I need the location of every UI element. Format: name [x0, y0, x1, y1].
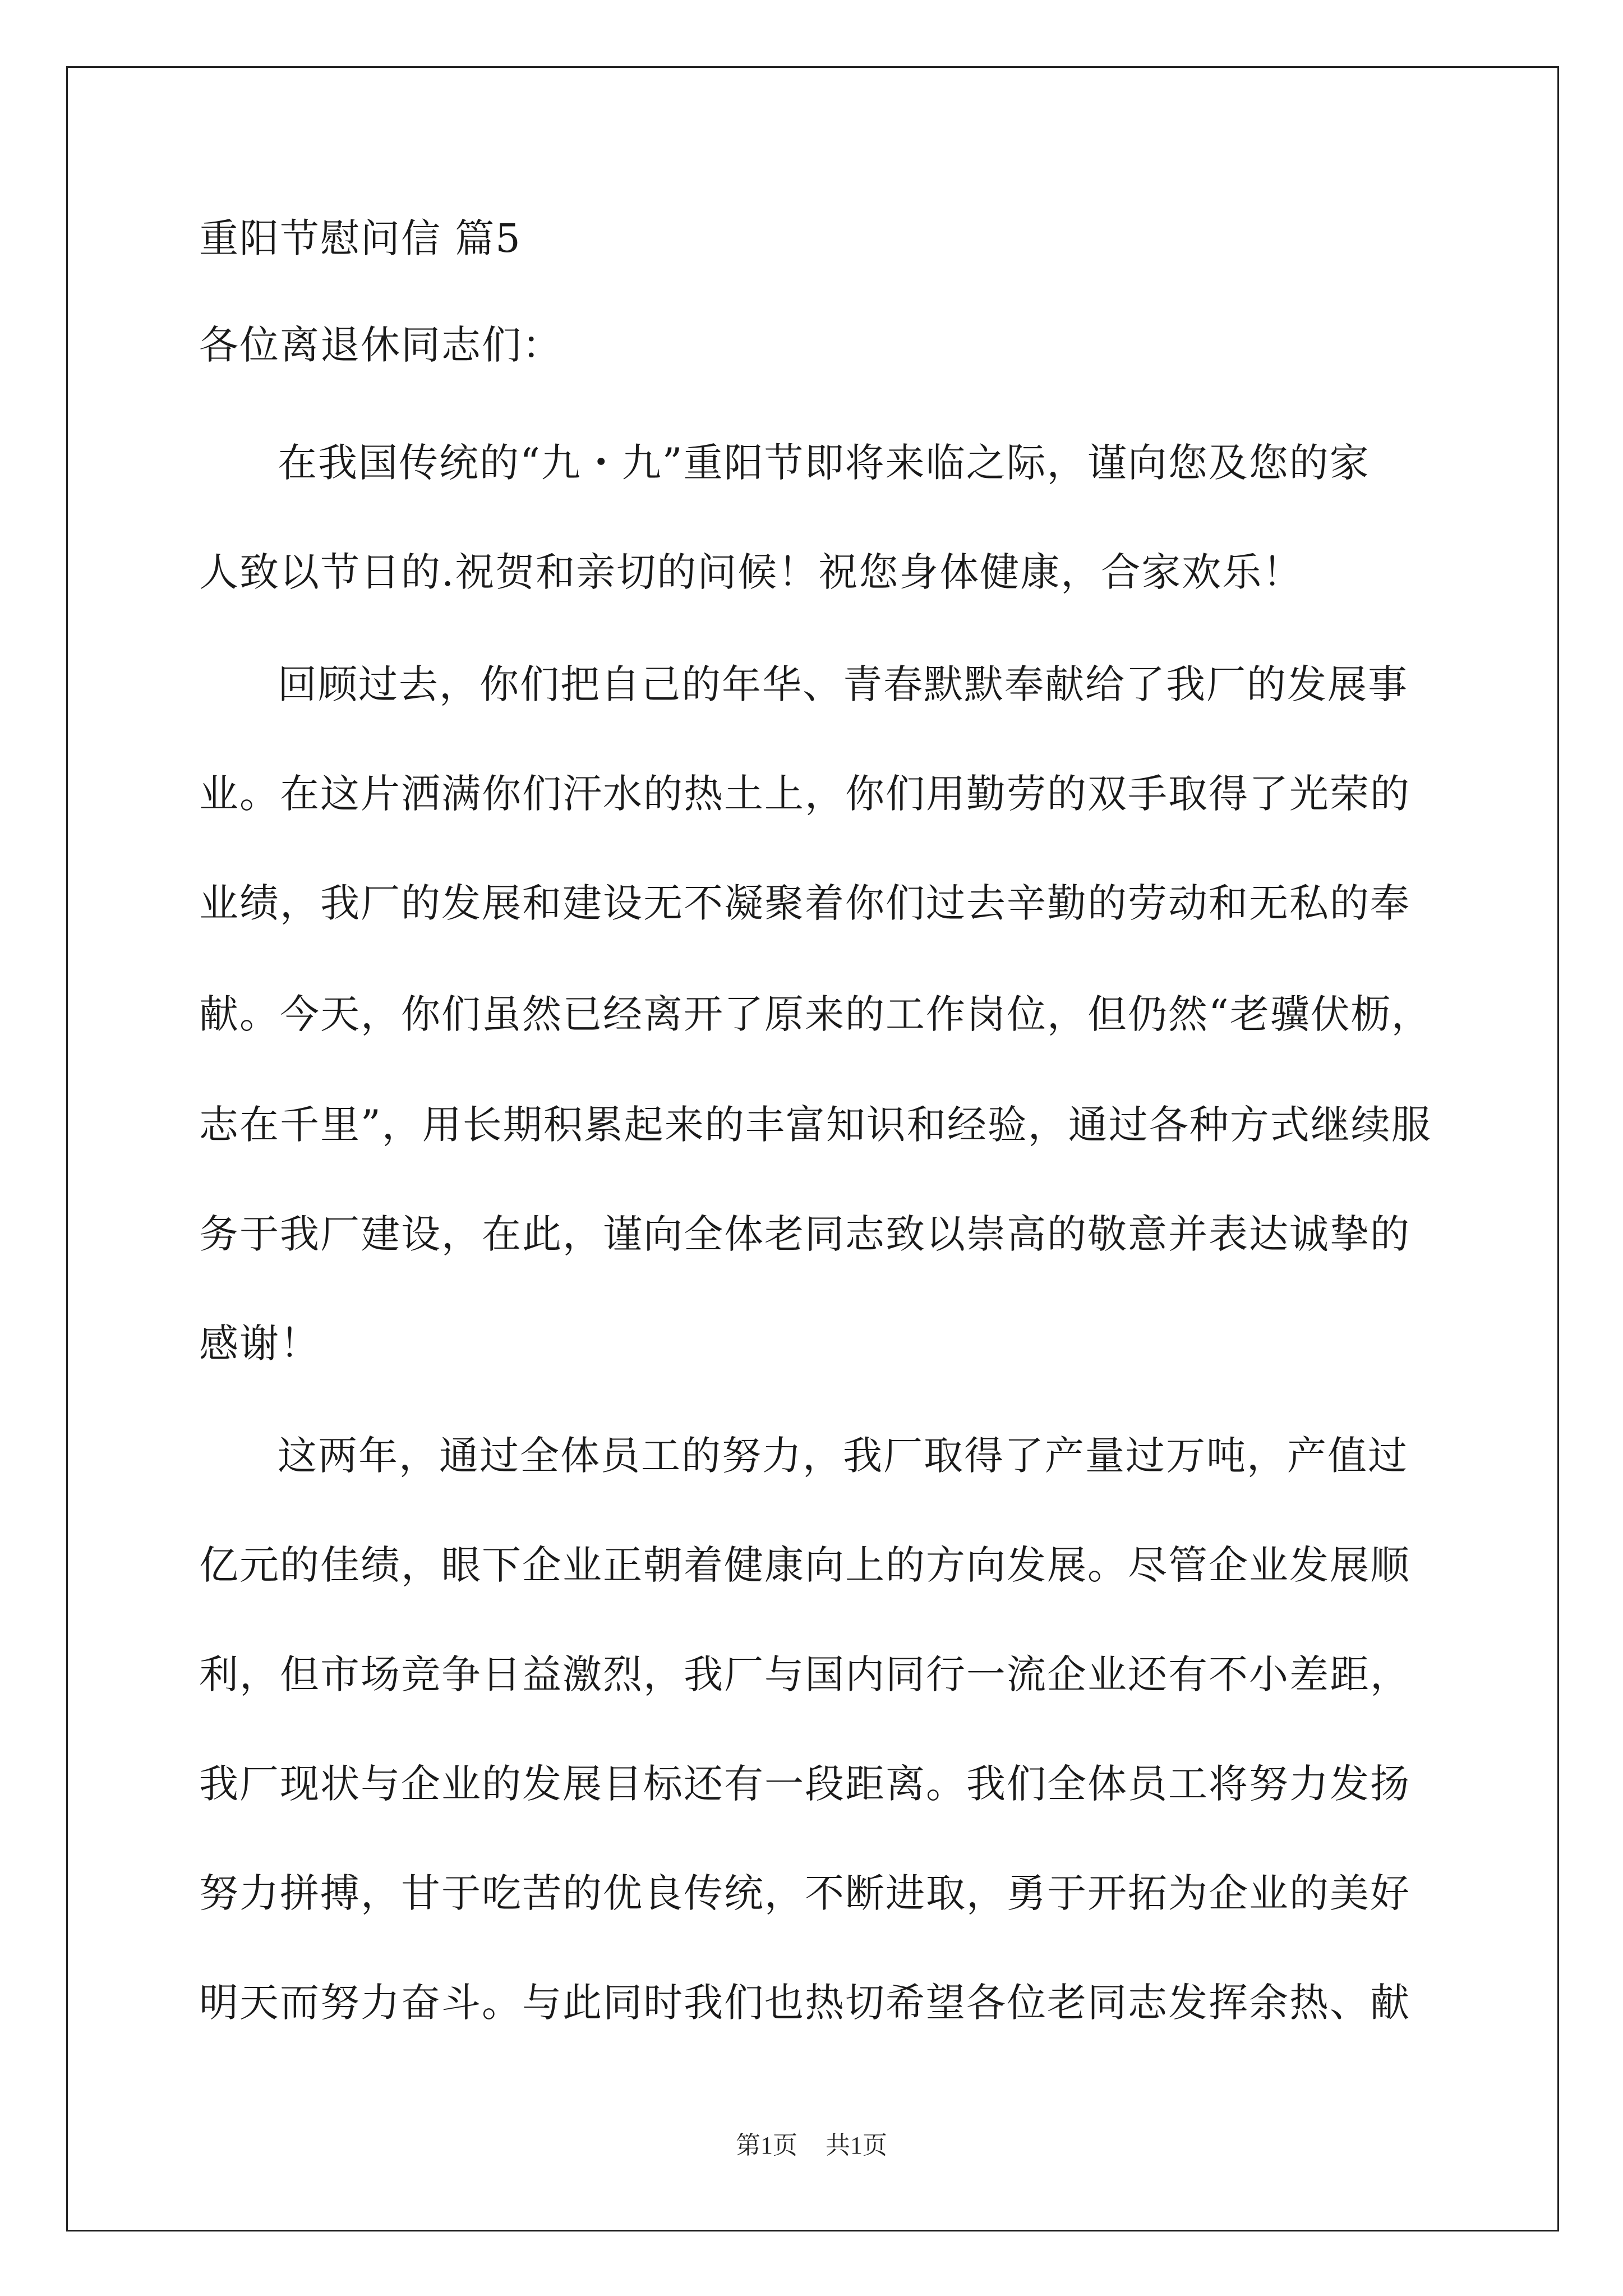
paragraph-2-line-2: 业。在这片洒满你们汗水的热土上，你们用勤劳的双手取得了光荣的 [199, 771, 1410, 817]
document-title: 重阳节慰问信 篇5 [199, 215, 522, 261]
paragraph-3-line-3: 利，但市场竞争日益激烈，我厂与国内同行一流企业还有不小差距， [199, 1651, 1410, 1697]
paragraph-3-line-5: 努力拼搏，甘于吃苦的优良传统，不断进取，勇于开拓为企业的美好 [199, 1870, 1410, 1916]
paragraph-2-line-5: 志在千里”，用长期积累起来的丰富知识和经验，通过各种方式继续服 [199, 1102, 1432, 1148]
page-number: 第1页 [736, 2132, 797, 2159]
paragraph-3-line-4: 我厂现状与企业的发展目标还有一段距离。我们全体员工将努力发扬 [199, 1761, 1410, 1807]
paragraph-3-line-1: 这两年，通过全体员工的努力，我厂取得了产量过万吨，产值过 [278, 1433, 1408, 1479]
salutation: 各位离退休同志们： [199, 322, 562, 368]
paragraph-2-line-3: 业绩，我厂的发展和建设无不凝聚着你们过去辛勤的劳动和无私的奉 [199, 880, 1410, 926]
paragraph-1-line-1: 在我国传统的“九・九”重阳节即将来临之际，谨向您及您的家 [278, 440, 1370, 486]
paragraph-1-line-2: 人致以节日的.祝贺和亲切的问候！祝您身体健康，合家欢乐！ [199, 549, 1303, 595]
page-footer [0, 2129, 1623, 2162]
paragraph-3-line-6: 明天而努力奋斗。与此同时我们也热切希望各位老同志发挥余热、献 [199, 1980, 1410, 2026]
paragraph-2-line-4: 献。今天，你们虽然已经离开了原来的工作岗位，但仍然“老骥伏枥， [199, 991, 1432, 1037]
paragraph-2-line-1: 回顾过去，你们把自己的年华、青春默默奉献给了我厂的发展事 [278, 661, 1408, 707]
paragraph-2-line-7: 感谢！ [199, 1320, 320, 1366]
page-total: 共1页 [826, 2132, 887, 2159]
paragraph-3-line-2: 亿元的佳绩，眼下企业正朝着健康向上的方向发展。尽管企业发展顺 [199, 1542, 1410, 1588]
paragraph-2-line-6: 务于我厂建设，在此，谨向全体老同志致以崇高的敬意并表达诚挚的 [199, 1211, 1410, 1257]
